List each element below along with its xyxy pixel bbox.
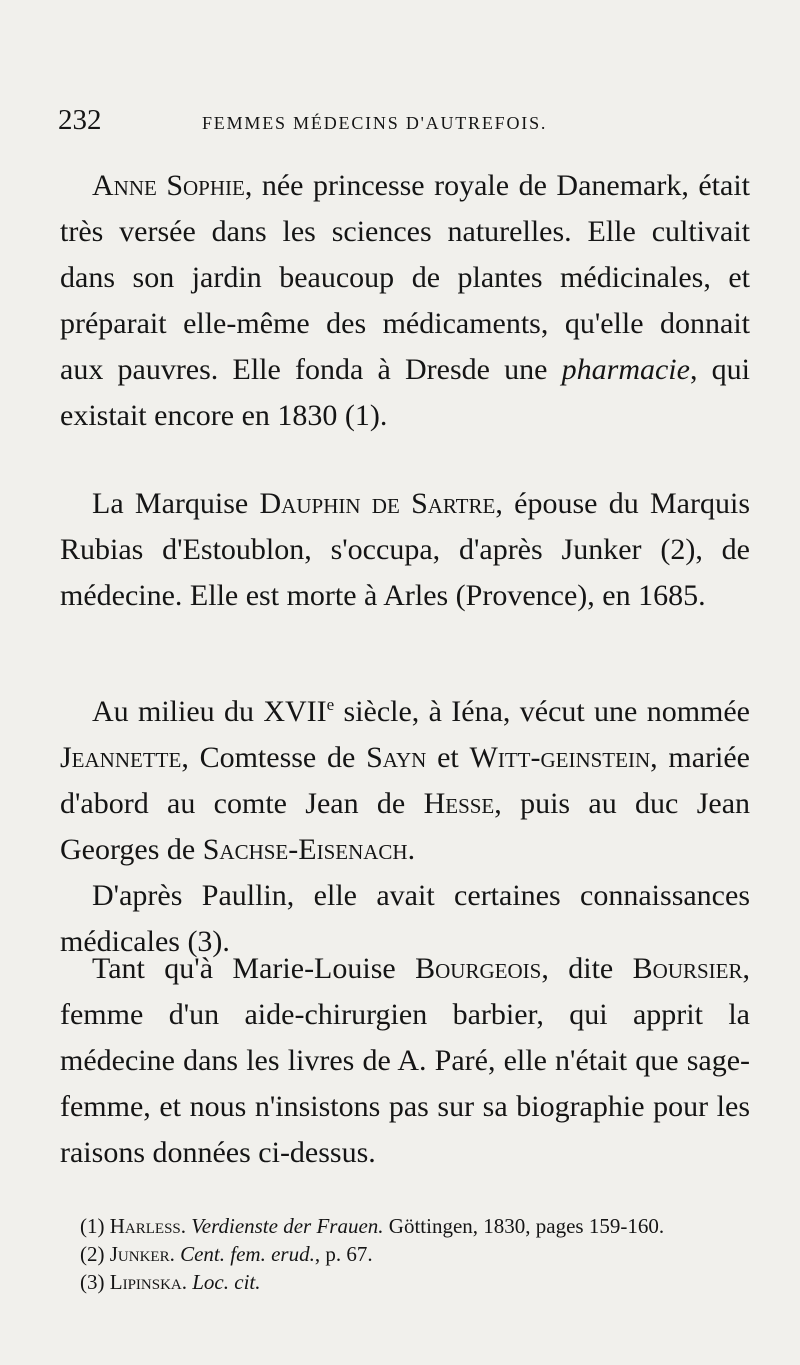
paragraph-text: , femme d'un aide-chirurgien barbier, qui apprit la médecine dans les livres de A. Paré, elle n'était que sage-femme, et nous n'insistons pas sur sa biographie pour les raisons données ci-dessus. — [60, 952, 750, 1169]
page-number: 232 — [58, 104, 102, 136]
italic-term: pharmacie — [561, 353, 690, 386]
person-name: Bourgeois — [415, 952, 542, 985]
footnote-title: Verdienste der Frauen. — [186, 1214, 384, 1238]
footnote-author: Lipinska. — [109, 1270, 187, 1294]
person-name: Boursier — [632, 952, 743, 985]
paragraph-text: La Marquise — [92, 487, 260, 520]
person-name: Jeannette — [60, 741, 182, 774]
paragraph-text: , puis au duc Jean Georges de — [60, 787, 751, 866]
footnotes — [58, 1212, 752, 1296]
running-title: FEMMES MÉDECINS D'AUTREFOIS. — [202, 113, 548, 133]
person-name: Hesse — [423, 787, 495, 820]
footnote — [58, 1240, 752, 1268]
footnote-title: Cent. fem. erud. — [174, 1242, 315, 1266]
footnote-author: Junker. — [109, 1242, 175, 1266]
paragraph-bourgeois — [60, 946, 750, 1176]
paragraph-text: , Comtesse de — [181, 741, 367, 774]
paragraph-text: , mariée d'abord au comte Jean de — [60, 741, 750, 820]
footnote-text: , p. 67. — [314, 1242, 373, 1266]
footnote-number: (1) — [80, 1214, 110, 1238]
superscript: e — [326, 695, 335, 714]
footnote-number: (2) — [80, 1242, 110, 1266]
paragraph-text: et — [426, 741, 470, 774]
paragraph-anne-sophie — [60, 163, 750, 439]
person-name: Witt-geinstein — [469, 741, 651, 774]
paragraph-text: Tant qu'à Marie-Louise — [92, 952, 416, 985]
footnote-title: Loc. cit. — [187, 1270, 261, 1294]
footnote — [58, 1268, 752, 1296]
paragraph-text: , née princesse royale de Danemark, était très versée dans les sciences naturelles. Elle cultivait dans son jardin beaucoup de plantes médicinales, et préparait elle-même des médicaments, qu'elle donnait aux pauvres. Elle fonda à Dresde une — [60, 169, 750, 386]
paragraph-jeannette — [60, 682, 750, 965]
paragraph-text: siècle, à Iéna, vécut une nommée — [334, 695, 750, 728]
page-header — [58, 104, 738, 144]
person-name: Sayn — [366, 741, 427, 774]
paragraph-text: D'après Paullin, elle avait certaines connaissances médicales (3). — [60, 879, 750, 958]
footnote — [58, 1212, 752, 1240]
footnote-author: Harless. — [109, 1214, 187, 1238]
footnote-text: Göttingen, 1830, pages 159-160. — [383, 1214, 665, 1238]
footnote-number: (3) — [80, 1270, 110, 1294]
paragraph-dauphin-de-sartre — [60, 481, 750, 619]
person-name: Anne Sophie — [92, 169, 245, 202]
person-name: Dauphin de Sartre — [259, 487, 496, 520]
paragraph-text: , dite — [541, 952, 633, 985]
paragraph-text: . — [407, 833, 416, 866]
paragraph-text: , qui existait encore en 1830 (1). — [60, 353, 750, 432]
person-name: Sachse-Eisenach — [202, 833, 408, 866]
paragraph-text: , épouse du Marquis Rubias d'Estoublon, s'occupa, d'après Junker (2), de médecine. Elle est morte à Arles (Provence), en 1685. — [60, 487, 750, 612]
paragraph-text: Au milieu du XVII — [92, 695, 327, 728]
